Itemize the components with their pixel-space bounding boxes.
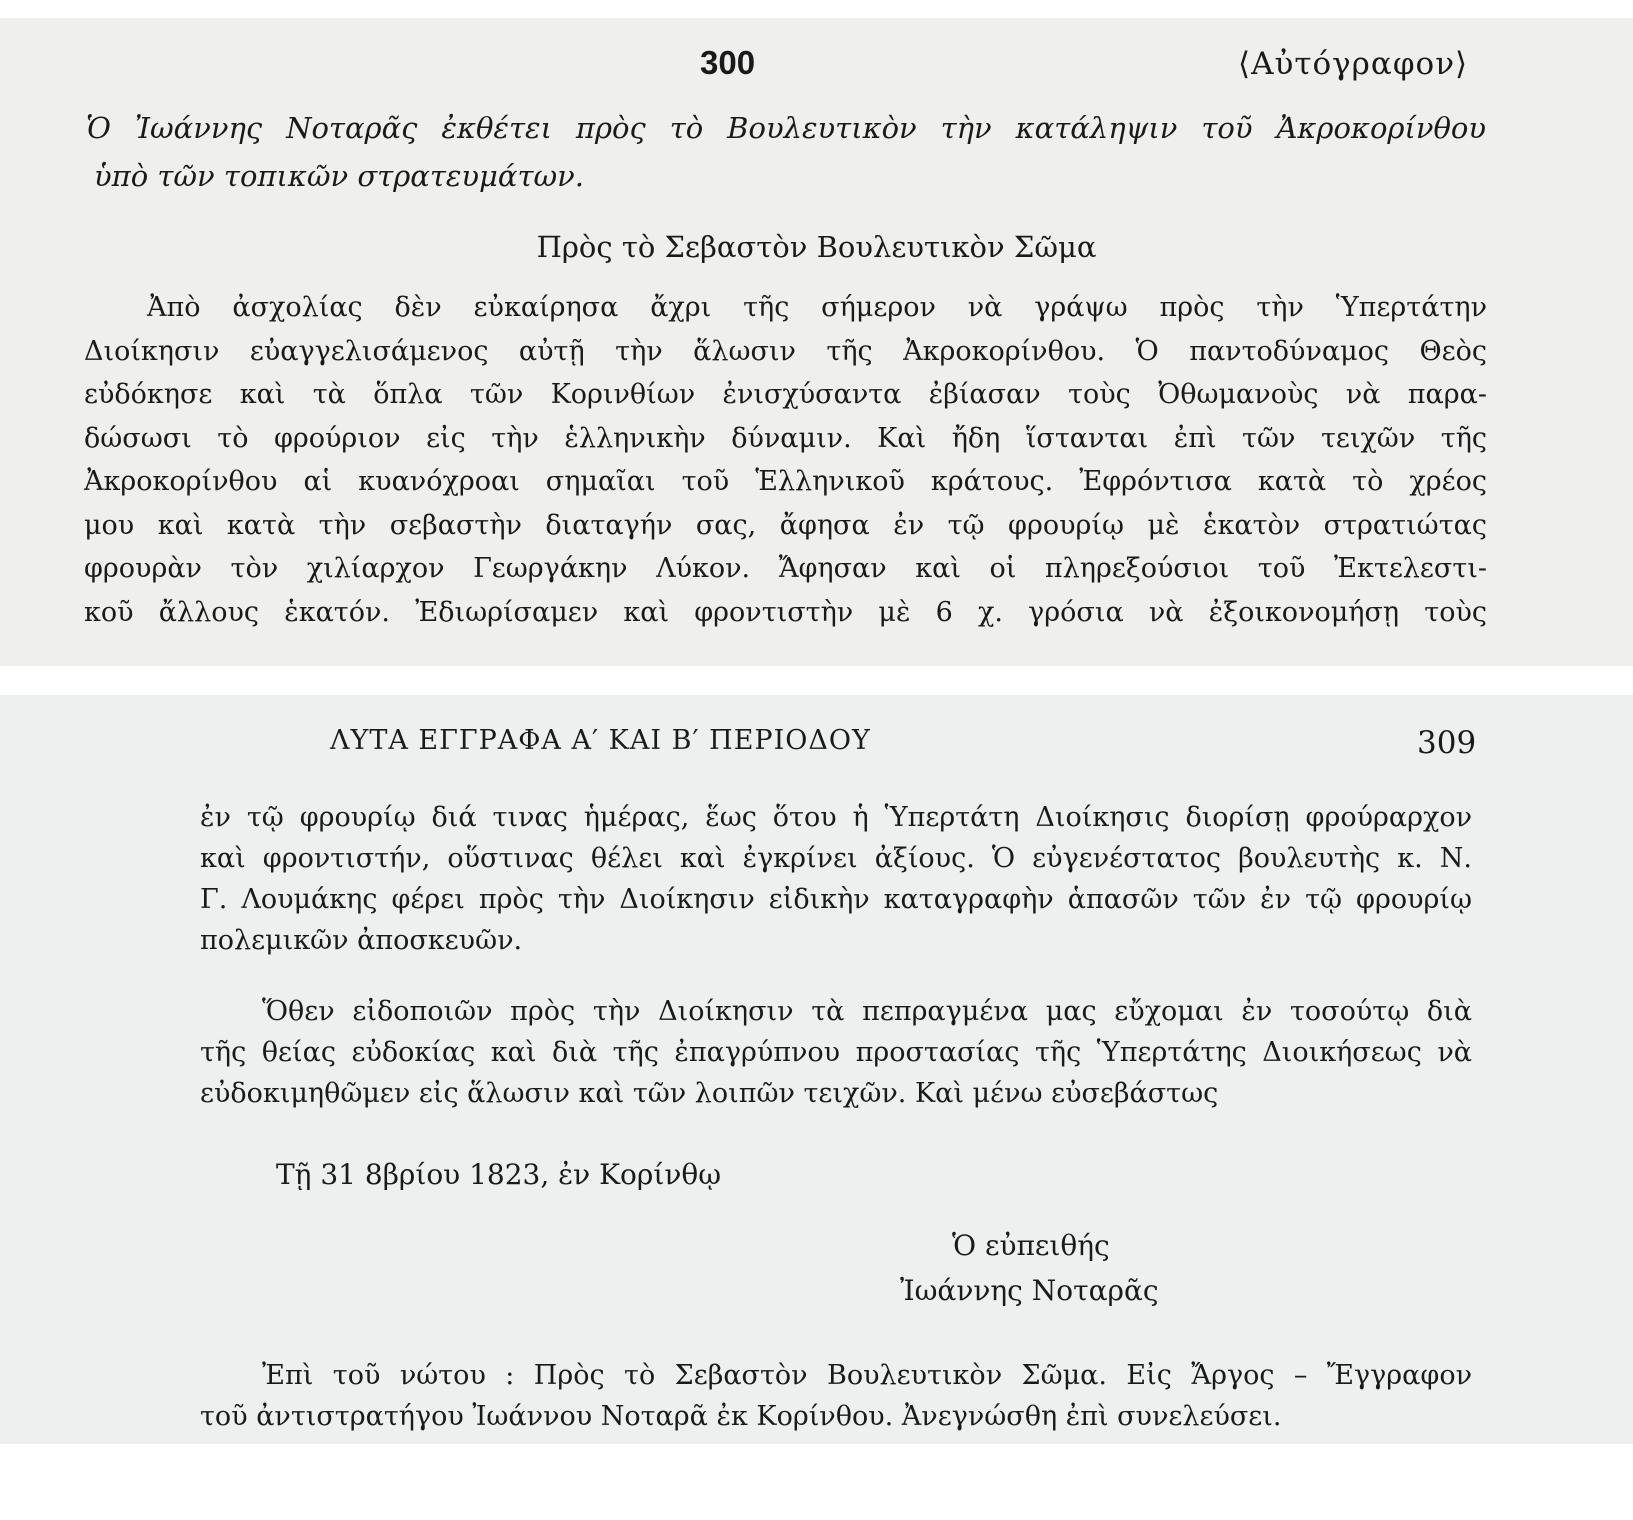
signature: Ἰωάννης Νοταρᾶς <box>900 1274 1159 1307</box>
body-line: εὐδόκησε καὶ τὰ ὅπλα τῶν Κορινθίων ἐνισχύσαντα ἐβίασαν τοὺς Ὀθωμανοὺς νὰ παρα- <box>84 379 1487 410</box>
letter-body-part-1 <box>84 286 1487 634</box>
closing-formula: Ὁ εὐπειθής <box>952 1229 1110 1262</box>
page-number: 309 <box>1417 725 1477 761</box>
date-place: Τῇ 31 8βρίου 1823, ἐν Κορίνθῳ <box>276 1158 722 1191</box>
verso-note <box>200 1355 1472 1437</box>
body-line: δώσωσι τὸ φρούριον εἰς τὴν ἑλληνικὴν δύναμιν. Καὶ ἤδη ἵστανται ἐπὶ τῶν τειχῶν τῆς <box>84 422 1487 454</box>
running-head: ΛΥΤΑ ΕΓΓΡΑΦΑ Α′ ΚΑΙ Β′ ΠΕΡΙΟΔΟΥ <box>330 725 871 756</box>
body-line: τῆς θείας εὐδοκίας καὶ διὰ τῆς ἐπαγρύπνου προστασίας τῆς Ὑπερτάτης Διοικήσεως νὰ <box>200 1037 1472 1068</box>
letter-body-part-2 <box>200 797 1472 961</box>
body-line: πολεμικῶν ἀποσκευῶν. <box>200 925 523 956</box>
page-number: 300 <box>700 44 756 81</box>
body-line: Ἀκροκορίνθου αἱ κυανόχροαι σημαῖαι τοῦ Ἑλληνικοῦ κράτους. Ἐφρόντισα κατὰ τὸ χρέος <box>84 466 1487 497</box>
summary-line: ὑπὸ τῶν τοπικῶν στρατευμάτων. <box>94 159 585 193</box>
verso-line: Ἐπὶ τοῦ νώτου : Πρὸς τὸ Σεβαστὸν Βουλευτικὸν Σῶμα. Εἰς Ἄργος – Ἔγγραφον <box>262 1360 1472 1391</box>
body-line: φρουρὰν τὸν χιλίαρχον Γεωργάκην Λύκον. Ἄφησαν καὶ οἱ πληρεξούσιοι τοῦ Ἐκτελεστι- <box>84 553 1487 584</box>
source-label: ⟨Αὐτόγραφον⟩ <box>1238 46 1469 82</box>
body-line: κοῦ ἄλλους ἑκατόν. Ἐδιωρίσαμεν καὶ φροντιστὴν μὲ 6 χ. γρόσια νὰ ἐξοικονομήσῃ τοὺς <box>84 596 1487 628</box>
body-line: Ὅθεν εἰδοποιῶν πρὸς τὴν Διοίκησιν τὰ πεπραγμένα μας εὔχομαι ἐν τοσούτῳ διὰ <box>262 996 1472 1027</box>
body-line: καὶ φροντιστήν, οὕστινας θέλει καὶ ἐγκρίνει ἀξίους. Ὁ εὐγενέστατος βουλευτὴς κ. Ν. <box>200 843 1472 874</box>
body-line: Γ. Λουμάκης φέρει πρὸς τὴν Διοίκησιν εἰδικὴν καταγραφὴν ἁπασῶν τῶν ἐν τῷ φρουρίῳ <box>200 884 1472 915</box>
summary-line: Ὁ Ἰωάννης Νοταρᾶς ἐκθέτει πρὸς τὸ Βουλευτικὸν τὴν κατάληψιν τοῦ Ἀκροκορίνθου <box>86 111 1486 145</box>
body-line: εὐδοκιμηθῶμεν εἰς ἅλωσιν καὶ τῶν λοιπῶν τειχῶν. Καὶ μένω εὐσεβάστως <box>200 1078 1219 1109</box>
closing-paragraph <box>200 991 1472 1114</box>
scan-page-300 <box>0 18 1633 666</box>
document-summary <box>86 104 1486 200</box>
body-line: Διοίκησιν εὐαγγελισάμενος αὐτῇ τὴν ἅλωσιν τῆς Ἀκροκορίνθου. Ὁ παντοδύναμος Θεὸς <box>84 335 1487 367</box>
scan-page-309 <box>0 695 1633 1444</box>
body-line: μου καὶ κατὰ τὴν σεβαστὴν διαταγήν σας, ἄφησα ἐν τῷ φρουρίῳ μὲ ἑκατὸν στρατιώτας <box>84 509 1487 541</box>
body-line: ἐν τῷ φρουρίῳ διά τινας ἡμέρας, ἕως ὅτου ἡ Ὑπερτάτη Διοίκησις διορίσῃ φρούραρχον <box>200 802 1472 833</box>
addressee-heading: Πρὸς τὸ Σεβαστὸν Βουλευτικὸν Σῶμα <box>536 230 1097 264</box>
verso-line: τοῦ ἀντιστρατήγου Ἰωάννου Νοταρᾶ ἐκ Κορίνθου. Ἀνεγνώσθη ἐπὶ συνελεύσει. <box>200 1401 1282 1432</box>
body-line: Ἀπὸ ἀσχολίας δὲν εὐκαίρησα ἄχρι τῆς σήμερον νὰ γράψω πρὸς τὴν Ὑπερτάτην <box>147 292 1487 323</box>
